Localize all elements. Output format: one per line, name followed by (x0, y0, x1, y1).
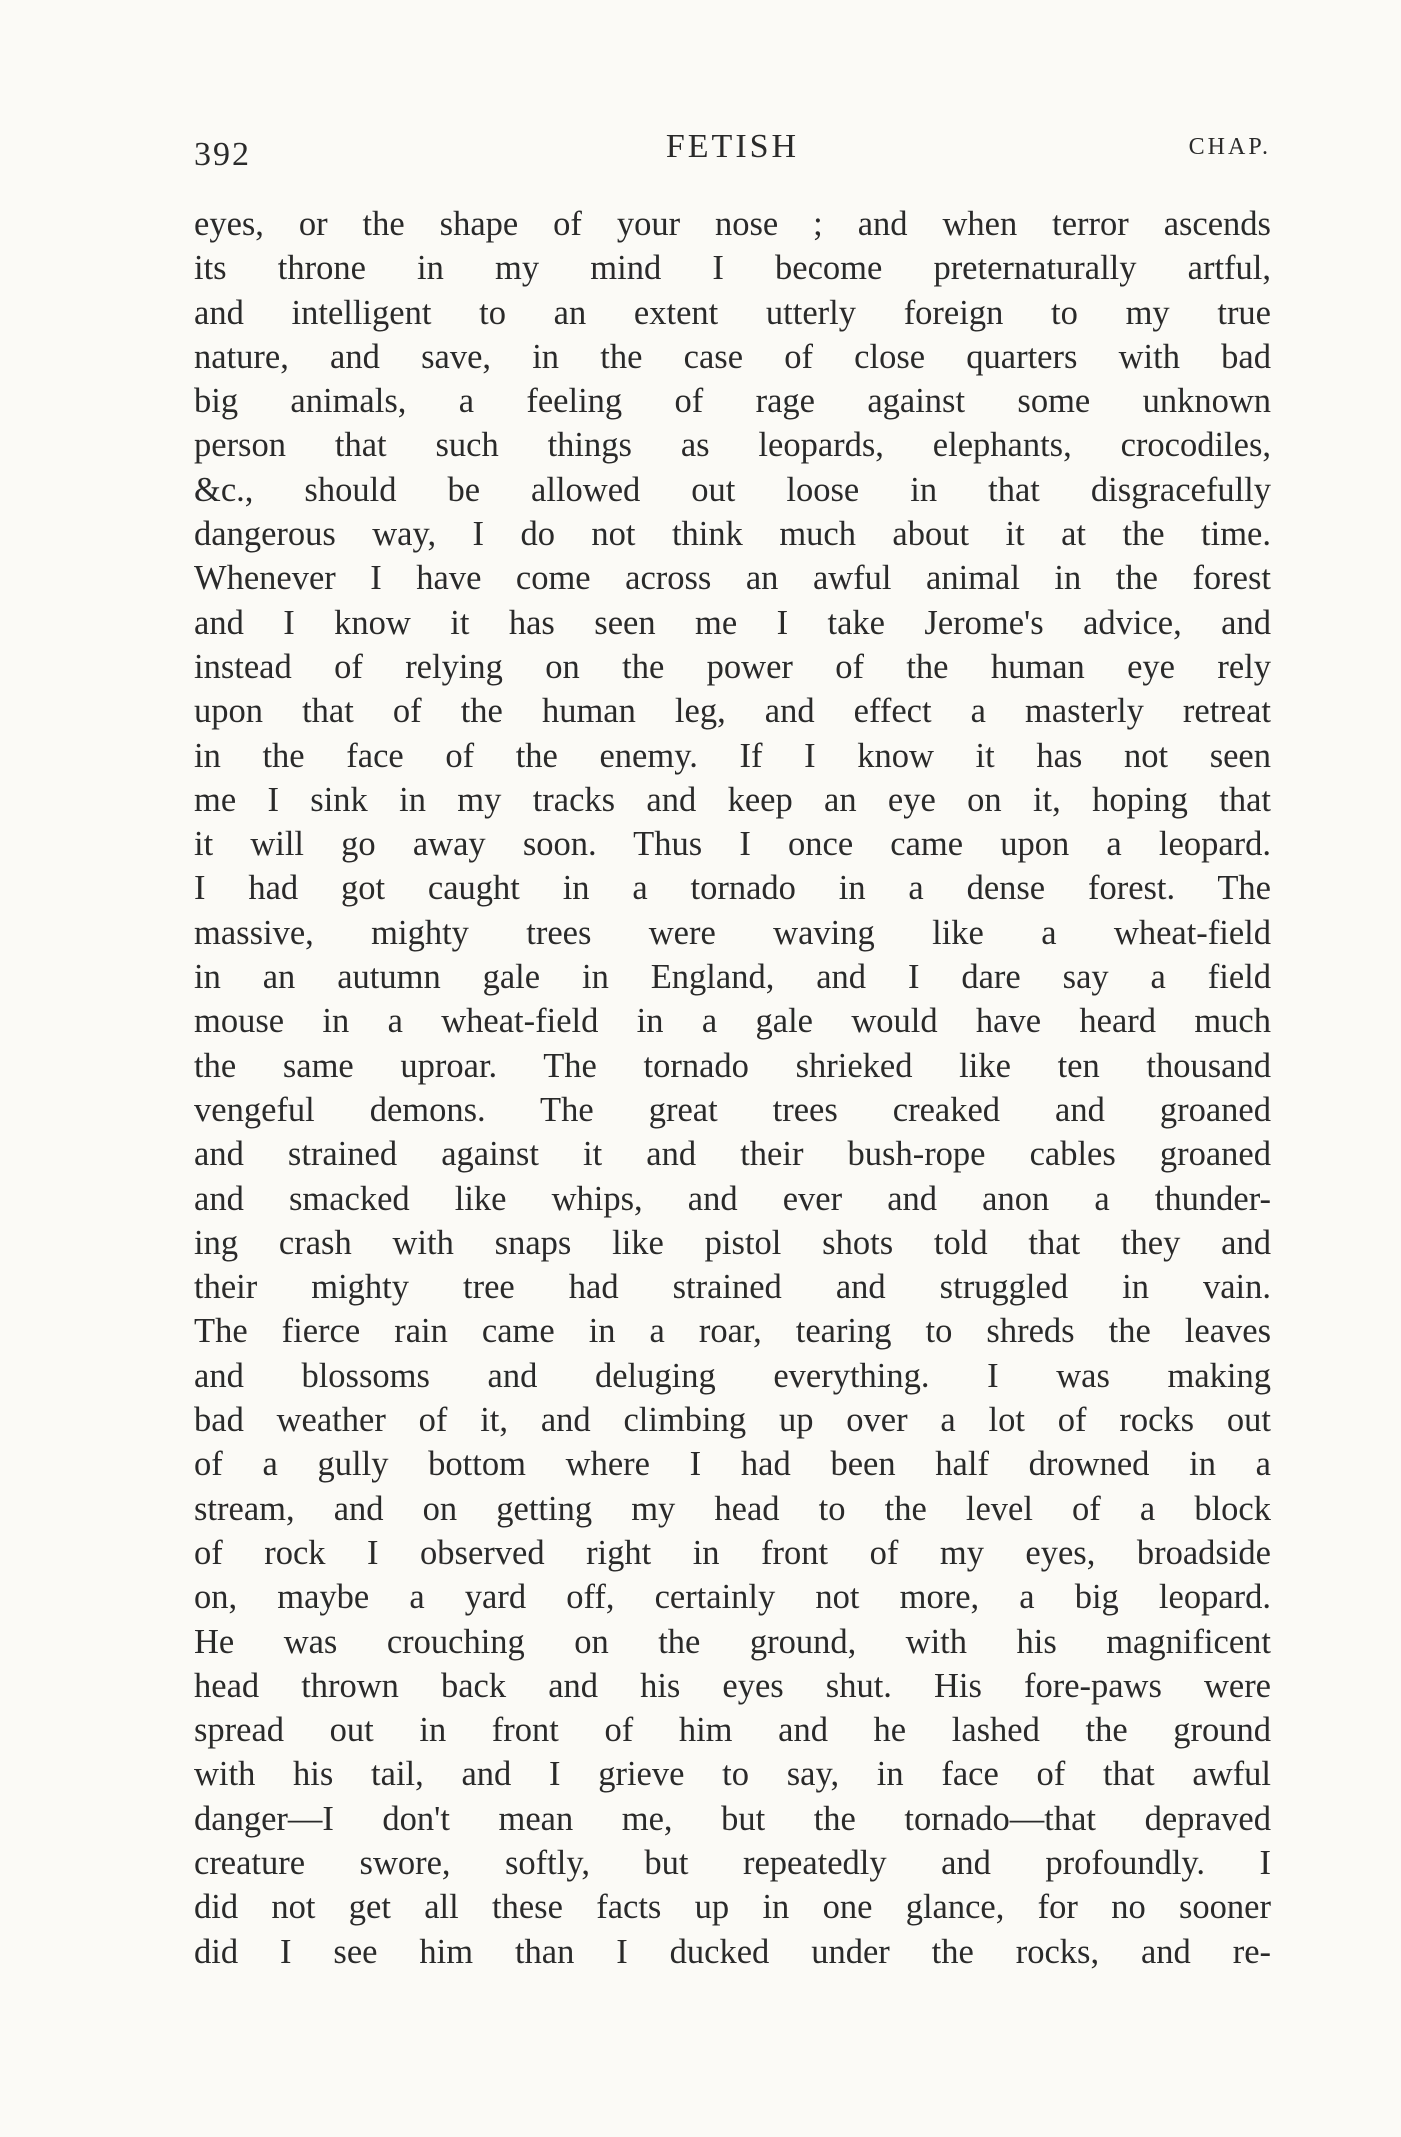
text-line: and blossoms and deluging everything. I was making (194, 1356, 1271, 1395)
text-line: person that such things as leopards, elephants, crocodiles, (194, 426, 1271, 465)
text-line: big animals, a feeling of rage against some unknown (194, 382, 1271, 421)
text-line: with his tail, and I grieve to say, in face of that awful (194, 1755, 1271, 1794)
text-line: dangerous way, I do not think much about it at the time. (194, 515, 1271, 554)
text-line: and smacked like whips, and ever and anon a thunder- (194, 1179, 1271, 1218)
text-line: I had got caught in a tornado in a dense forest. The (194, 869, 1271, 908)
text-line: instead of relying on the power of the human eye rely (194, 647, 1271, 686)
page-number: 392 (194, 136, 251, 173)
text-line: &c., should be allowed out loose in that disgracefully (194, 470, 1271, 509)
text-line: the same uproar. The tornado shrieked like ten thousand (194, 1046, 1271, 1085)
text-line: creature swore, softly, but repeatedly and profoundly. I (194, 1843, 1271, 1882)
book-page (194, 120, 1271, 1974)
text-line: Whenever I have come across an awful animal in the forest (194, 559, 1271, 598)
text-line: spread out in front of him and he lashed the ground (194, 1711, 1271, 1750)
text-line: ing crash with snaps like pistol shots told that they and (194, 1223, 1271, 1262)
text-line: He was crouching on the ground, with his magnificent (194, 1622, 1271, 1661)
chapter-label: CHAP. (1188, 134, 1271, 160)
text-line: it will go away soon. Thus I once came upon a leopard. (194, 825, 1271, 864)
text-line: upon that of the human leg, and effect a masterly retreat (194, 692, 1271, 731)
text-line: in the face of the enemy. If I know it has not seen (194, 736, 1271, 775)
text-line: did I see him than I ducked under the rocks, and re- (194, 1932, 1271, 1971)
text-line: of rock I observed right in front of my eyes, broadside (194, 1533, 1271, 1572)
text-line: nature, and save, in the case of close quarters with bad (194, 337, 1271, 376)
text-line: danger—I don't mean me, but the tornado—that depraved (194, 1799, 1271, 1838)
text-line: mouse in a wheat-field in a gale would have heard much (194, 1002, 1271, 1041)
text-line: of a gully bottom where I had been half drowned in a (194, 1445, 1271, 1484)
running-title: FETISH (665, 128, 800, 165)
text-line: in an autumn gale in England, and I dare say a field (194, 958, 1271, 997)
running-head (194, 120, 1271, 180)
text-line: its throne in my mind I become preternaturally artful, (194, 249, 1271, 288)
body-text (194, 202, 1271, 1974)
text-line: head thrown back and his eyes shut. His fore-paws were (194, 1666, 1271, 1705)
text-line: did not get all these facts up in one glance, for no sooner (194, 1888, 1271, 1927)
text-line: eyes, or the shape of your nose ; and when terror ascends (194, 205, 1271, 243)
text-line: stream, and on getting my head to the level of a block (194, 1489, 1271, 1528)
text-line: me I sink in my tracks and keep an eye on it, hoping that (194, 780, 1271, 819)
text-line: massive, mighty trees were waving like a wheat-field (194, 913, 1271, 952)
text-line: on, maybe a yard off, certainly not more, a big leopard. (194, 1578, 1271, 1617)
text-line: vengeful demons. The great trees creaked and groaned (194, 1090, 1271, 1129)
text-line: bad weather of it, and climbing up over a lot of rocks out (194, 1401, 1271, 1440)
text-line: and I know it has seen me I take Jerome's advice, and (194, 603, 1271, 642)
text-line: The fierce rain came in a roar, tearing to shreds the leaves (194, 1312, 1271, 1351)
text-line: and strained against it and their bush-rope cables groaned (194, 1135, 1271, 1174)
text-line: and intelligent to an extent utterly foreign to my true (194, 293, 1271, 332)
text-line: their mighty tree had strained and struggled in vain. (194, 1268, 1271, 1307)
